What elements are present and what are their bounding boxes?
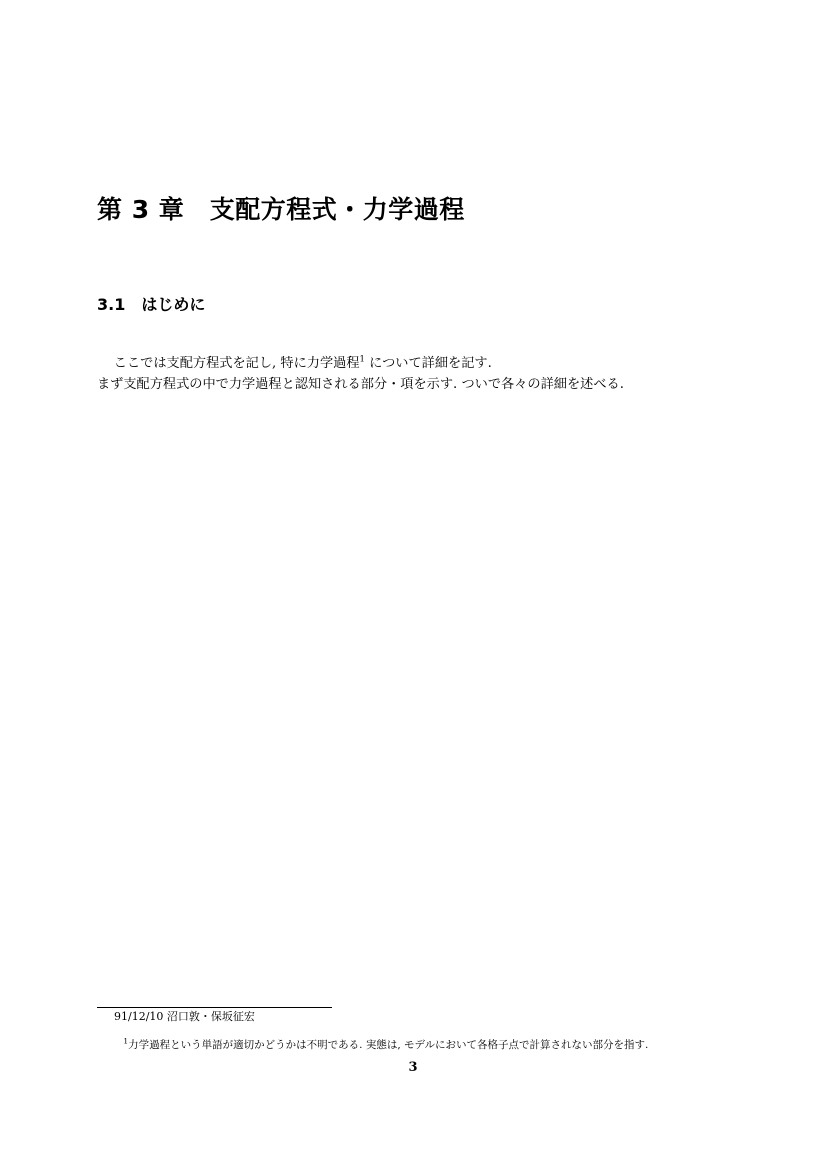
paragraph-1-tail: について詳細を記す.: [364, 356, 492, 371]
footnote-author-line: 91/12/10 沼口敦・保坂征宏: [114, 1010, 255, 1023]
chapter-heading: 第 3 章 支配方程式・力学過程: [97, 195, 465, 224]
footnote-marker-icon: 1: [123, 1036, 129, 1046]
paragraph-2: まず支配方程式の中で力学過程と認知される部分・項を示す. ついで各々の詳細を述べる.: [97, 377, 624, 392]
paragraph-1-lead: ここでは支配方程式を記し, 特に力学過程: [113, 356, 360, 371]
footnote-body-text: 力学過程という単語が適切かどうかは不明である. 実態は, モデルにおいて各格子点で計算されない部分を指す.: [128, 1039, 649, 1051]
footnote-reference-icon: 1: [359, 354, 365, 365]
page-number: 3: [408, 1060, 418, 1075]
section-heading: 3.1 はじめに: [97, 295, 206, 314]
